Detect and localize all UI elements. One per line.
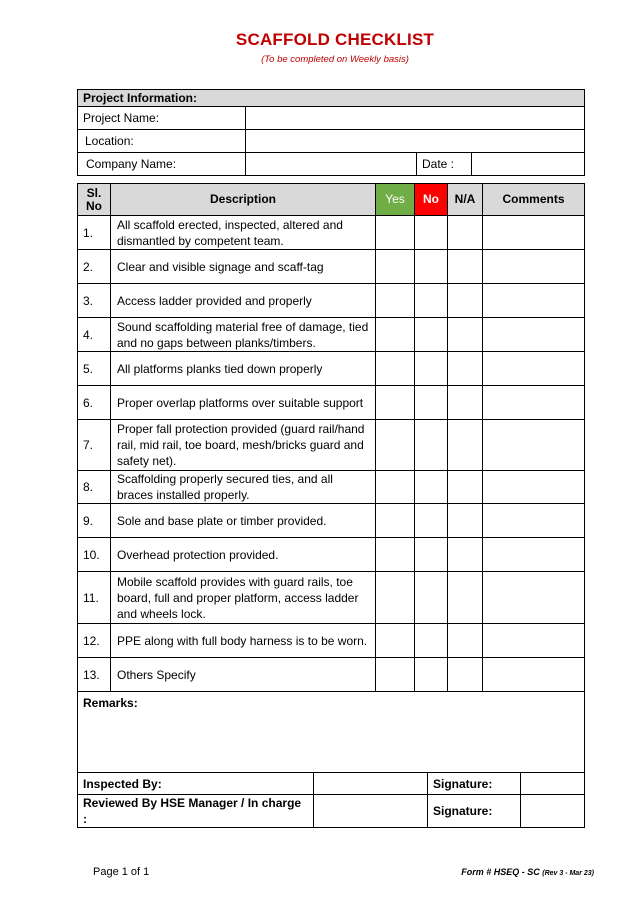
yes-cell[interactable]	[376, 386, 415, 420]
location-field[interactable]	[246, 130, 585, 153]
item-description: Overhead protection provided.	[111, 538, 376, 572]
yes-cell[interactable]	[376, 250, 415, 284]
item-number: 12.	[78, 624, 111, 658]
project-name-label: Project Name:	[78, 107, 246, 130]
signature-field-1[interactable]	[521, 773, 585, 795]
comments-cell[interactable]	[483, 504, 585, 538]
column-sl-no: Sl. No	[78, 184, 111, 216]
no-cell[interactable]	[415, 318, 448, 352]
yes-cell[interactable]	[376, 658, 415, 692]
form-code: Form # HSEQ - SC	[461, 867, 540, 877]
date-field[interactable]	[472, 153, 585, 176]
inspected-by-field[interactable]	[314, 773, 428, 795]
comments-cell[interactable]	[483, 250, 585, 284]
item-description: Access ladder provided and properly	[111, 284, 376, 318]
no-cell[interactable]	[415, 352, 448, 386]
na-cell[interactable]	[448, 658, 483, 692]
no-cell[interactable]	[415, 504, 448, 538]
remarks-label: Remarks:	[83, 696, 138, 710]
yes-cell[interactable]	[376, 471, 415, 504]
document-subtitle: (To be completed on Weekly basis)	[261, 54, 409, 65]
checklist-row	[78, 624, 585, 658]
na-cell[interactable]	[448, 504, 483, 538]
checklist-row	[78, 284, 585, 318]
yes-cell[interactable]	[376, 504, 415, 538]
yes-cell[interactable]	[376, 624, 415, 658]
checklist-row	[78, 572, 585, 624]
yes-cell[interactable]	[376, 216, 415, 250]
project-name-field[interactable]	[246, 107, 585, 130]
item-description: Scaffolding properly secured ties, and all braces installed properly.	[111, 471, 376, 504]
inspected-by-label: Inspected By:	[78, 773, 314, 795]
item-number: 13.	[78, 658, 111, 692]
no-cell[interactable]	[415, 538, 448, 572]
na-cell[interactable]	[448, 250, 483, 284]
comments-cell[interactable]	[483, 420, 585, 471]
no-cell[interactable]	[415, 386, 448, 420]
item-number: 6.	[78, 386, 111, 420]
item-number: 3.	[78, 284, 111, 318]
no-cell[interactable]	[415, 284, 448, 318]
column-comments: Comments	[483, 184, 585, 216]
na-cell[interactable]	[448, 572, 483, 624]
na-cell[interactable]	[448, 386, 483, 420]
checklist-row	[78, 658, 585, 692]
column-na: N/A	[448, 184, 483, 216]
item-description: All platforms planks tied down properly	[111, 352, 376, 386]
item-number: 5.	[78, 352, 111, 386]
item-description: Mobile scaffold provides with guard rails, toe board, full and proper platform, access ladder and wheels lock.	[111, 572, 376, 624]
company-name-label: Company Name:	[78, 153, 246, 176]
na-cell[interactable]	[448, 318, 483, 352]
comments-cell[interactable]	[483, 658, 585, 692]
date-label: Date :	[417, 153, 472, 176]
item-description: Proper fall protection provided (guard rail/hand rail, mid rail, toe board, mesh/bricks guard and safety net).	[111, 420, 376, 471]
signature-field-2[interactable]	[521, 795, 585, 828]
na-cell[interactable]	[448, 538, 483, 572]
no-cell[interactable]	[415, 471, 448, 504]
signoff-table	[77, 691, 585, 828]
yes-cell[interactable]	[376, 284, 415, 318]
signature-label-2: Signature:	[428, 795, 521, 828]
item-description: PPE along with full body harness is to be worn.	[111, 624, 376, 658]
form-revision: (Rev 3 - Mar 23)	[542, 870, 594, 877]
form-number	[461, 867, 594, 877]
column-description: Description	[111, 184, 376, 216]
item-number: 11.	[78, 572, 111, 624]
column-no: No	[415, 184, 448, 216]
item-number: 4.	[78, 318, 111, 352]
na-cell[interactable]	[448, 471, 483, 504]
reviewed-by-field[interactable]	[314, 795, 428, 828]
no-cell[interactable]	[415, 250, 448, 284]
item-number: 10.	[78, 538, 111, 572]
checklist-row	[78, 386, 585, 420]
na-cell[interactable]	[448, 624, 483, 658]
page-number: Page 1 of 1	[93, 866, 150, 878]
item-description: Proper overlap platforms over suitable support	[111, 386, 376, 420]
item-description: Sole and base plate or timber provided.	[111, 504, 376, 538]
company-name-field[interactable]	[246, 153, 417, 176]
item-description: Clear and visible signage and scaff-tag	[111, 250, 376, 284]
checklist-row	[78, 216, 585, 250]
item-number: 9.	[78, 504, 111, 538]
comments-cell[interactable]	[483, 624, 585, 658]
no-cell[interactable]	[415, 624, 448, 658]
document-title: SCAFFOLD CHECKLIST	[235, 30, 435, 49]
comments-cell[interactable]	[483, 284, 585, 318]
signature-label-1: Signature:	[428, 773, 521, 795]
item-description: Others Specify	[111, 658, 376, 692]
project-info-table	[77, 89, 585, 176]
item-number: 7.	[78, 420, 111, 471]
checklist-row	[78, 538, 585, 572]
no-cell[interactable]	[415, 572, 448, 624]
yes-cell[interactable]	[376, 420, 415, 471]
no-cell[interactable]	[415, 216, 448, 250]
na-cell[interactable]	[448, 216, 483, 250]
checklist-table	[77, 183, 585, 692]
no-cell[interactable]	[415, 658, 448, 692]
yes-cell[interactable]	[376, 538, 415, 572]
location-label: Location:	[78, 130, 246, 153]
checklist-row	[78, 352, 585, 386]
checklist-row	[78, 471, 585, 504]
comments-cell[interactable]	[483, 216, 585, 250]
yes-cell[interactable]	[376, 572, 415, 624]
na-cell[interactable]	[448, 352, 483, 386]
item-number: 1.	[78, 216, 111, 250]
checklist-row	[78, 504, 585, 538]
na-cell[interactable]	[448, 284, 483, 318]
item-number: 8.	[78, 471, 111, 504]
checklist-row	[78, 318, 585, 352]
na-cell[interactable]	[448, 420, 483, 471]
comments-cell[interactable]	[483, 386, 585, 420]
remarks-box[interactable]	[78, 692, 585, 773]
comments-cell[interactable]	[483, 471, 585, 504]
comments-cell[interactable]	[483, 352, 585, 386]
comments-cell[interactable]	[483, 538, 585, 572]
yes-cell[interactable]	[376, 318, 415, 352]
comments-cell[interactable]	[483, 318, 585, 352]
no-cell[interactable]	[415, 420, 448, 471]
checklist-row	[78, 250, 585, 284]
column-yes: Yes	[376, 184, 415, 216]
item-number: 2.	[78, 250, 111, 284]
project-info-heading: Project Information:	[78, 90, 585, 107]
item-description: Sound scaffolding material free of damage, tied and no gaps between planks/timbers.	[111, 318, 376, 352]
checklist-row	[78, 420, 585, 471]
reviewed-by-label: Reviewed By HSE Manager / In charge :	[78, 795, 314, 828]
item-description: All scaffold erected, inspected, altered and dismantled by competent team.	[111, 216, 376, 250]
comments-cell[interactable]	[483, 572, 585, 624]
yes-cell[interactable]	[376, 352, 415, 386]
